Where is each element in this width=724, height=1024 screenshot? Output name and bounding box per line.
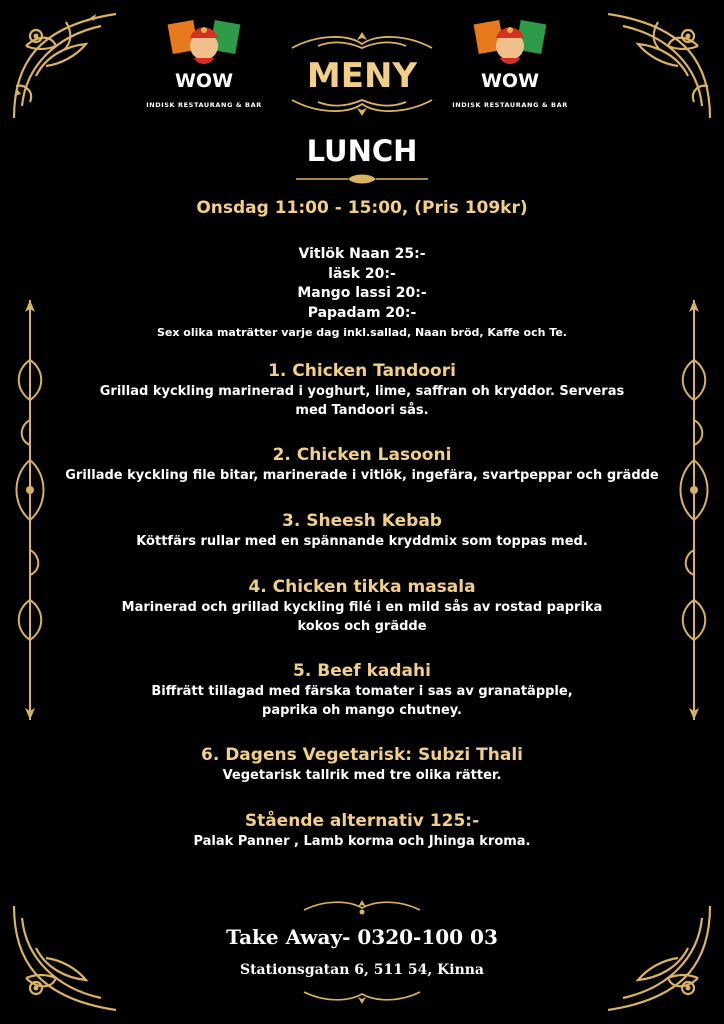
dish-description: Vegetarisk tallrik med tre olika rätter. bbox=[222, 768, 502, 783]
page-title: MENY bbox=[306, 56, 418, 96]
divider-ornament bbox=[296, 172, 428, 186]
dish-name: Stående alternativ 125:- bbox=[244, 811, 480, 831]
extra-item: Papadam 20:- bbox=[307, 304, 417, 321]
extra-item: Mango lassi 20:- bbox=[297, 285, 427, 301]
dish-item bbox=[40, 660, 684, 720]
dish-item bbox=[40, 810, 684, 851]
dish-name: 4. Chicken tikka masala bbox=[248, 577, 476, 597]
dish-description: Grillade kyckling file bitar, marinerade i vitlök, ingefära, svartpeppar och grädde bbox=[65, 468, 659, 483]
footer-ornament-top bbox=[300, 896, 424, 918]
footer-ornament-bottom bbox=[300, 986, 424, 1006]
dish-description: paprika oh mango chutney. bbox=[262, 703, 462, 718]
logo-wordmark: WOW bbox=[174, 70, 234, 92]
dish-name: 5. Beef kadahi bbox=[293, 661, 431, 681]
dish-item bbox=[40, 510, 684, 551]
title-ornament-top bbox=[288, 30, 436, 52]
dish-description: Köttfärs rullar med en spännande kryddmix som toppas med. bbox=[136, 534, 588, 549]
dish-description: Biffrätt tillagad med färska tomater i sas av granatäpple, bbox=[151, 684, 573, 699]
corner-ornament-bottom-right bbox=[598, 898, 718, 1018]
dish-name: 6. Dagens Vegetarisk: Subzi Thali bbox=[200, 745, 523, 765]
lunch-schedule: Onsdag 11:00 - 15:00, (Pris 109kr) bbox=[196, 198, 528, 218]
dish-description: Palak Panner , Lamb korma och Jhinga kroma. bbox=[193, 834, 531, 849]
dish-description: med Tandoori sås. bbox=[295, 403, 429, 418]
dish-item bbox=[40, 444, 684, 485]
logo-subtitle: INDISK RESTAURANG & BAR bbox=[452, 101, 568, 109]
takeaway-phone: Take Away- 0320-100 03 bbox=[226, 925, 498, 949]
dish-item bbox=[40, 360, 684, 420]
restaurant-address: Stationsgatan 6, 511 54, Kinna bbox=[239, 962, 484, 978]
dish-name: 1. Chicken Tandoori bbox=[268, 361, 456, 381]
logo-wordmark: WOW bbox=[480, 70, 540, 92]
corner-ornament-bottom-left bbox=[6, 898, 126, 1018]
dish-name: 3. Sheesh Kebab bbox=[282, 511, 442, 531]
dish-name: 2. Chicken Lasooni bbox=[272, 445, 452, 465]
dish-description: Marinerad och grillad kyckling filé i en mild sås av rostad paprika bbox=[121, 600, 603, 615]
extra-item: läsk 20:- bbox=[328, 265, 396, 282]
dish-item bbox=[40, 744, 684, 785]
logo-subtitle: INDISK RESTAURANG & BAR bbox=[146, 101, 262, 109]
extras-note: Sex olika maträtter varje dag inkl.sallad, Naan bröd, Kaffe och Te. bbox=[157, 326, 567, 339]
extra-item: Vitlök Naan 25:- bbox=[298, 246, 426, 262]
extras-list bbox=[0, 245, 724, 343]
section-title: LUNCH bbox=[306, 134, 418, 168]
dish-item bbox=[40, 576, 684, 636]
dish-description: kokos och grädde bbox=[297, 619, 427, 634]
dish-description: Grillad kyckling marinerad i yoghurt, lime, saffran oh kryddor. Serveras bbox=[99, 384, 625, 399]
title-ornament-bottom bbox=[288, 96, 436, 118]
